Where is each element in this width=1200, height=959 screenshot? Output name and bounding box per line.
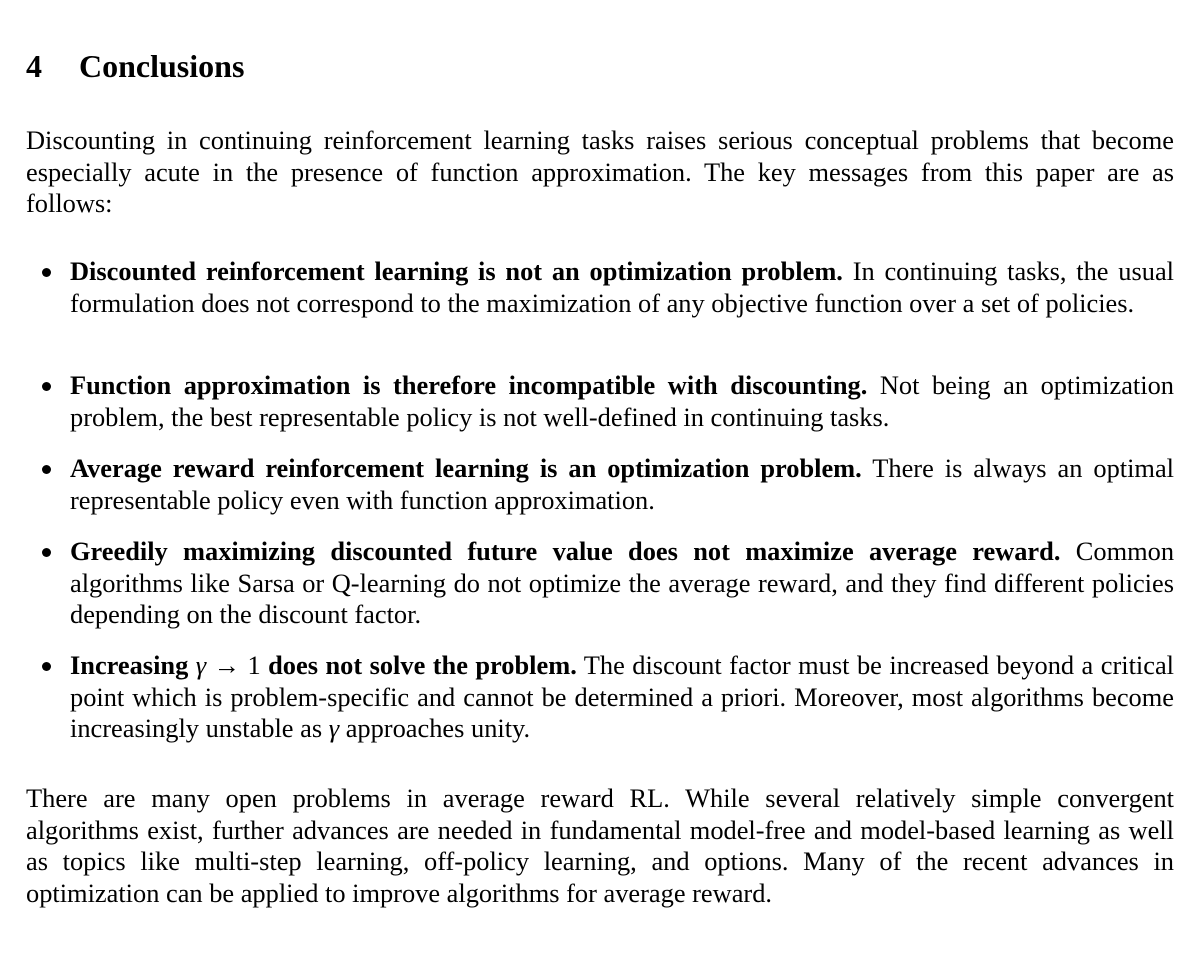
bullet-text: There is always an optimal representable policy even with function approximation. bbox=[70, 453, 1175, 515]
section-number: 4 bbox=[26, 48, 42, 84]
list-item bbox=[70, 256, 1174, 319]
section-title: Conclusions bbox=[79, 48, 245, 84]
bullet-text: Common algorithms like Sarsa or Q-learning do not optimize the average reward, and they find different policies depending on the discount factor. bbox=[70, 536, 1175, 629]
bullet-text: In continuing tasks, the usual formulation does not correspond to the maximization of any objective function over a set of policies. bbox=[70, 256, 1175, 318]
section-heading bbox=[26, 44, 244, 88]
bullet-lead bbox=[70, 650, 577, 680]
list-item bbox=[70, 370, 1174, 433]
list-item bbox=[70, 453, 1174, 516]
closing-paragraph: There are many open problems in average reward RL. While several relatively simple convergent algorithms exist, further advances are needed in fundamental model-free and model-based learning as well as topics like multi-step learning, off-policy learning, and options. Many of the recent advances in optimization can be applied to improve algorithms for average reward. bbox=[26, 783, 1174, 908]
bullet-text-start: The discount factor must be increased beyond a critical point which is problem-specific and cannot be determined a priori. Moreover, most algorithms become increasingly unstable as bbox=[70, 650, 1174, 743]
bullet-lead-start: Increasing bbox=[70, 650, 196, 680]
bullet-lead: Greedily maximizing discounted future value does not maximize average reward. bbox=[70, 536, 1061, 566]
list-item bbox=[70, 650, 1174, 745]
bullet-lead: Average reward reinforcement learning is an optimization problem. bbox=[70, 453, 862, 483]
bullet-text: Not being an optimization problem, the best representable policy is not well-defined in continuing tasks. bbox=[70, 370, 1174, 432]
gamma-symbol: γ bbox=[328, 713, 340, 743]
bullet-lead: Discounted reinforcement learning is not an optimization problem. bbox=[70, 256, 843, 286]
bullet-text-end: approaches unity. bbox=[339, 713, 531, 743]
bullet-lead: Function approximation is therefore incompatible with discounting. bbox=[70, 370, 868, 400]
arrow-to-one: → 1 bbox=[206, 650, 261, 680]
intro-paragraph: Discounting in continuing reinforcement learning tasks raises serious conceptual problems that become especially acute in the presence of function approximation. The key messages from this paper are as follows: bbox=[26, 125, 1174, 218]
bullet-lead-end: does not solve the problem. bbox=[260, 650, 577, 680]
list-item bbox=[70, 536, 1174, 631]
gamma-symbol: γ bbox=[195, 650, 207, 680]
